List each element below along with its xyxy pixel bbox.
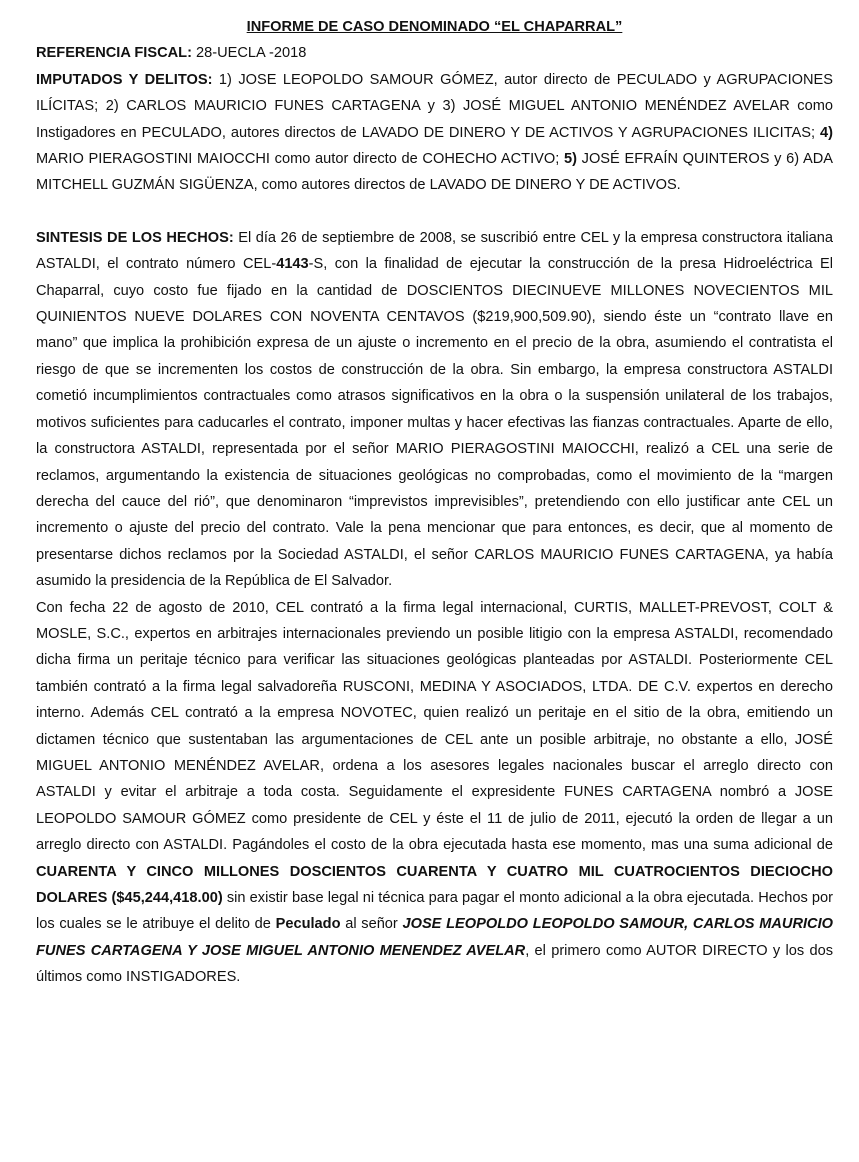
paragraph-spacer xyxy=(36,199,833,225)
defendants-number-5: 5) xyxy=(563,151,577,168)
facts-continuation-text-1: Con fecha 22 de agosto de 2010, CEL contrató a la firma legal internacional, CURTIS, MALLET-PREVOST, COLT & MOSLE, S.C., expertos en arbitrajes internacionales previendo un posible litigio con la empresa ASTALDI, recomendado dicha firma un peritaje técnico para verificar las situaciones geológicas planteadas por ASTALDI. Posteriormente CEL también contrató a la firma legal salvadoreña RUSCONI, MEDINA Y ASOCIADOS, LTDA. DE C.V. expertos en derecho interno. Además CEL contrató a la empresa NOVOTEC, quien realizó un peritaje en el sitio de la obra, emitiendo un dictamen técnico que sustentaban las argumentaciones de CEL ante un posible arbitraje, no obstante a ello, JOSÉ MIGUEL ANTONIO MENÉNDEZ AVELAR, ordena a los asesores legales nacionales buscar el arreglo directo con ASTALDI y evitar el arbitraje a toda costa. Seguidamente el expresidente FUNES CARTAGENA nombró a JOSE LEOPOLDO SAMOUR GÓMEZ como presidente de CEL y éste el 11 de julio de 2011, ejecutó la orden de llegar a un arreglo directo con ASTALDI. Pagándoles el costo de la obra ejecutada hasta ese momento, mas una suma adicional de xyxy=(36,599,833,854)
accused-names: JOSE LEOPOLDO LEOPOLDO SAMOUR, CARLOS MAURICIO FUNES CARTAGENA Y JOSE MIGUEL ANTONIO MENENDEZ AVELAR xyxy=(36,916,834,959)
contract-number: 4143 xyxy=(276,256,309,273)
document-page xyxy=(36,14,833,991)
page-title: INFORME DE CASO DENOMINADO “EL CHAPARRAL” xyxy=(246,19,623,35)
fiscal-reference-value: 28-UECLA -2018 xyxy=(191,45,307,62)
additional-amount: CUARENTA Y CINCO MILLONES DOSCIENTOS CUARENTA Y CUATRO MIL CUATROCIENTOS DIECIOCHO DOLARES ($45,244,418.00) xyxy=(36,863,833,906)
defendants-label: IMPUTADOS Y DELITOS: xyxy=(36,71,213,88)
facts-summary-label: SINTESIS DE LOS HECHOS: xyxy=(36,229,234,246)
defendants-text-2: MARIO PIERAGOSTINI MAIOCCHI como autor directo de COHECHO ACTIVO; xyxy=(36,151,564,168)
facts-continuation-text-3: al señor xyxy=(340,916,403,933)
defendants-text-3: JOSÉ EFRAÍN QUINTEROS y 6) ADA MITCHELL GUZMÁN SIGÜENZA, como autores directos de LAVADO DE DINERO Y DE ACTIVOS. xyxy=(36,151,833,194)
facts-continuation-text-4: , el primero como AUTOR DIRECTO y los dos últimos como INSTIGADORES. xyxy=(36,942,833,986)
facts-continuation-text-2: sin existir base legal ni técnica para pagar el monto adicional a la obra ejecutada. Hechos por los cuales se le atribuye el delito de xyxy=(36,890,833,933)
facts-summary-text-2: -S, con la finalidad de ejecutar la construcción de la presa Hidroeléctrica El Chaparral, cuyo costo fue fijado en la cantidad de DOSCIENTOS DIECINUEVE MILLONES NOVECIENTOS MIL QUINIENTOS NUEVE DOLARES CON NOVENTA CENTAVOS ($219,900,509.90), siendo éste un “contrato llave en mano” que implica la prohibición expresa de un ajuste o incremento en el precio de la obra, asumiendo el contratista el riesgo de que se incrementen los costos de construcción de la obra. Sin embargo, la empresa constructora ASTALDI cometió incumplimientos contractuales como atrasos significativos en la obra o la suspensión unilateral de los trabajos, motivos suficientes para caducarles el contrato, imponer multas y hacer efectivas las fianzas contractuales. Aparte de ello, la constructora ASTALDI, representada por el señor MARIO PIERAGOSTINI MAIOCCHI, realizó a CEL una serie de reclamos, argumentando la existencia de situaciones geológicas no comprobadas, como el movimiento de la “margen derecha del cauce del rió”, que denominaron “imprevistos imprevisibles”, pretendiendo con ello justificar ante CEL un incremento o ajuste del precio del contrato. Vale la pena mencionar que para entonces, es decir, que al momento de presentarse dichos reclamos por la Sociedad ASTALDI, el señor CARLOS MAURICIO FUNES CARTAGENA, ya había asumido la presidencia de la República de El Salvador. xyxy=(36,256,834,590)
facts-summary-text-1: El día 26 de septiembre de 2008, se suscribió entre CEL y la empresa constructora italiana ASTALDI, el contrato número CEL- xyxy=(36,229,834,273)
facts-summary-paragraph xyxy=(36,225,833,595)
fiscal-reference xyxy=(36,40,833,66)
facts-continuation-paragraph xyxy=(36,595,833,991)
crime-name: Peculado xyxy=(275,916,341,933)
defendants-text-1: 1) JOSE LEOPOLDO SAMOUR GÓMEZ, autor directo de PECULADO y AGRUPACIONES ILÍCITAS; 2) CARLOS MAURICIO FUNES CARTAGENA y 3) JOSÉ MIGUEL ANTONIO MENÉNDEZ AVELAR como Instigadores en PECULADO, autores directos de LAVADO DE DINERO Y DE ACTIVOS Y AGRUPACIONES ILICITAS; xyxy=(36,71,833,141)
defendants-number-4: 4) xyxy=(820,124,833,141)
fiscal-reference-label: REFERENCIA FISCAL: xyxy=(36,45,192,62)
defendants-paragraph xyxy=(36,67,833,199)
